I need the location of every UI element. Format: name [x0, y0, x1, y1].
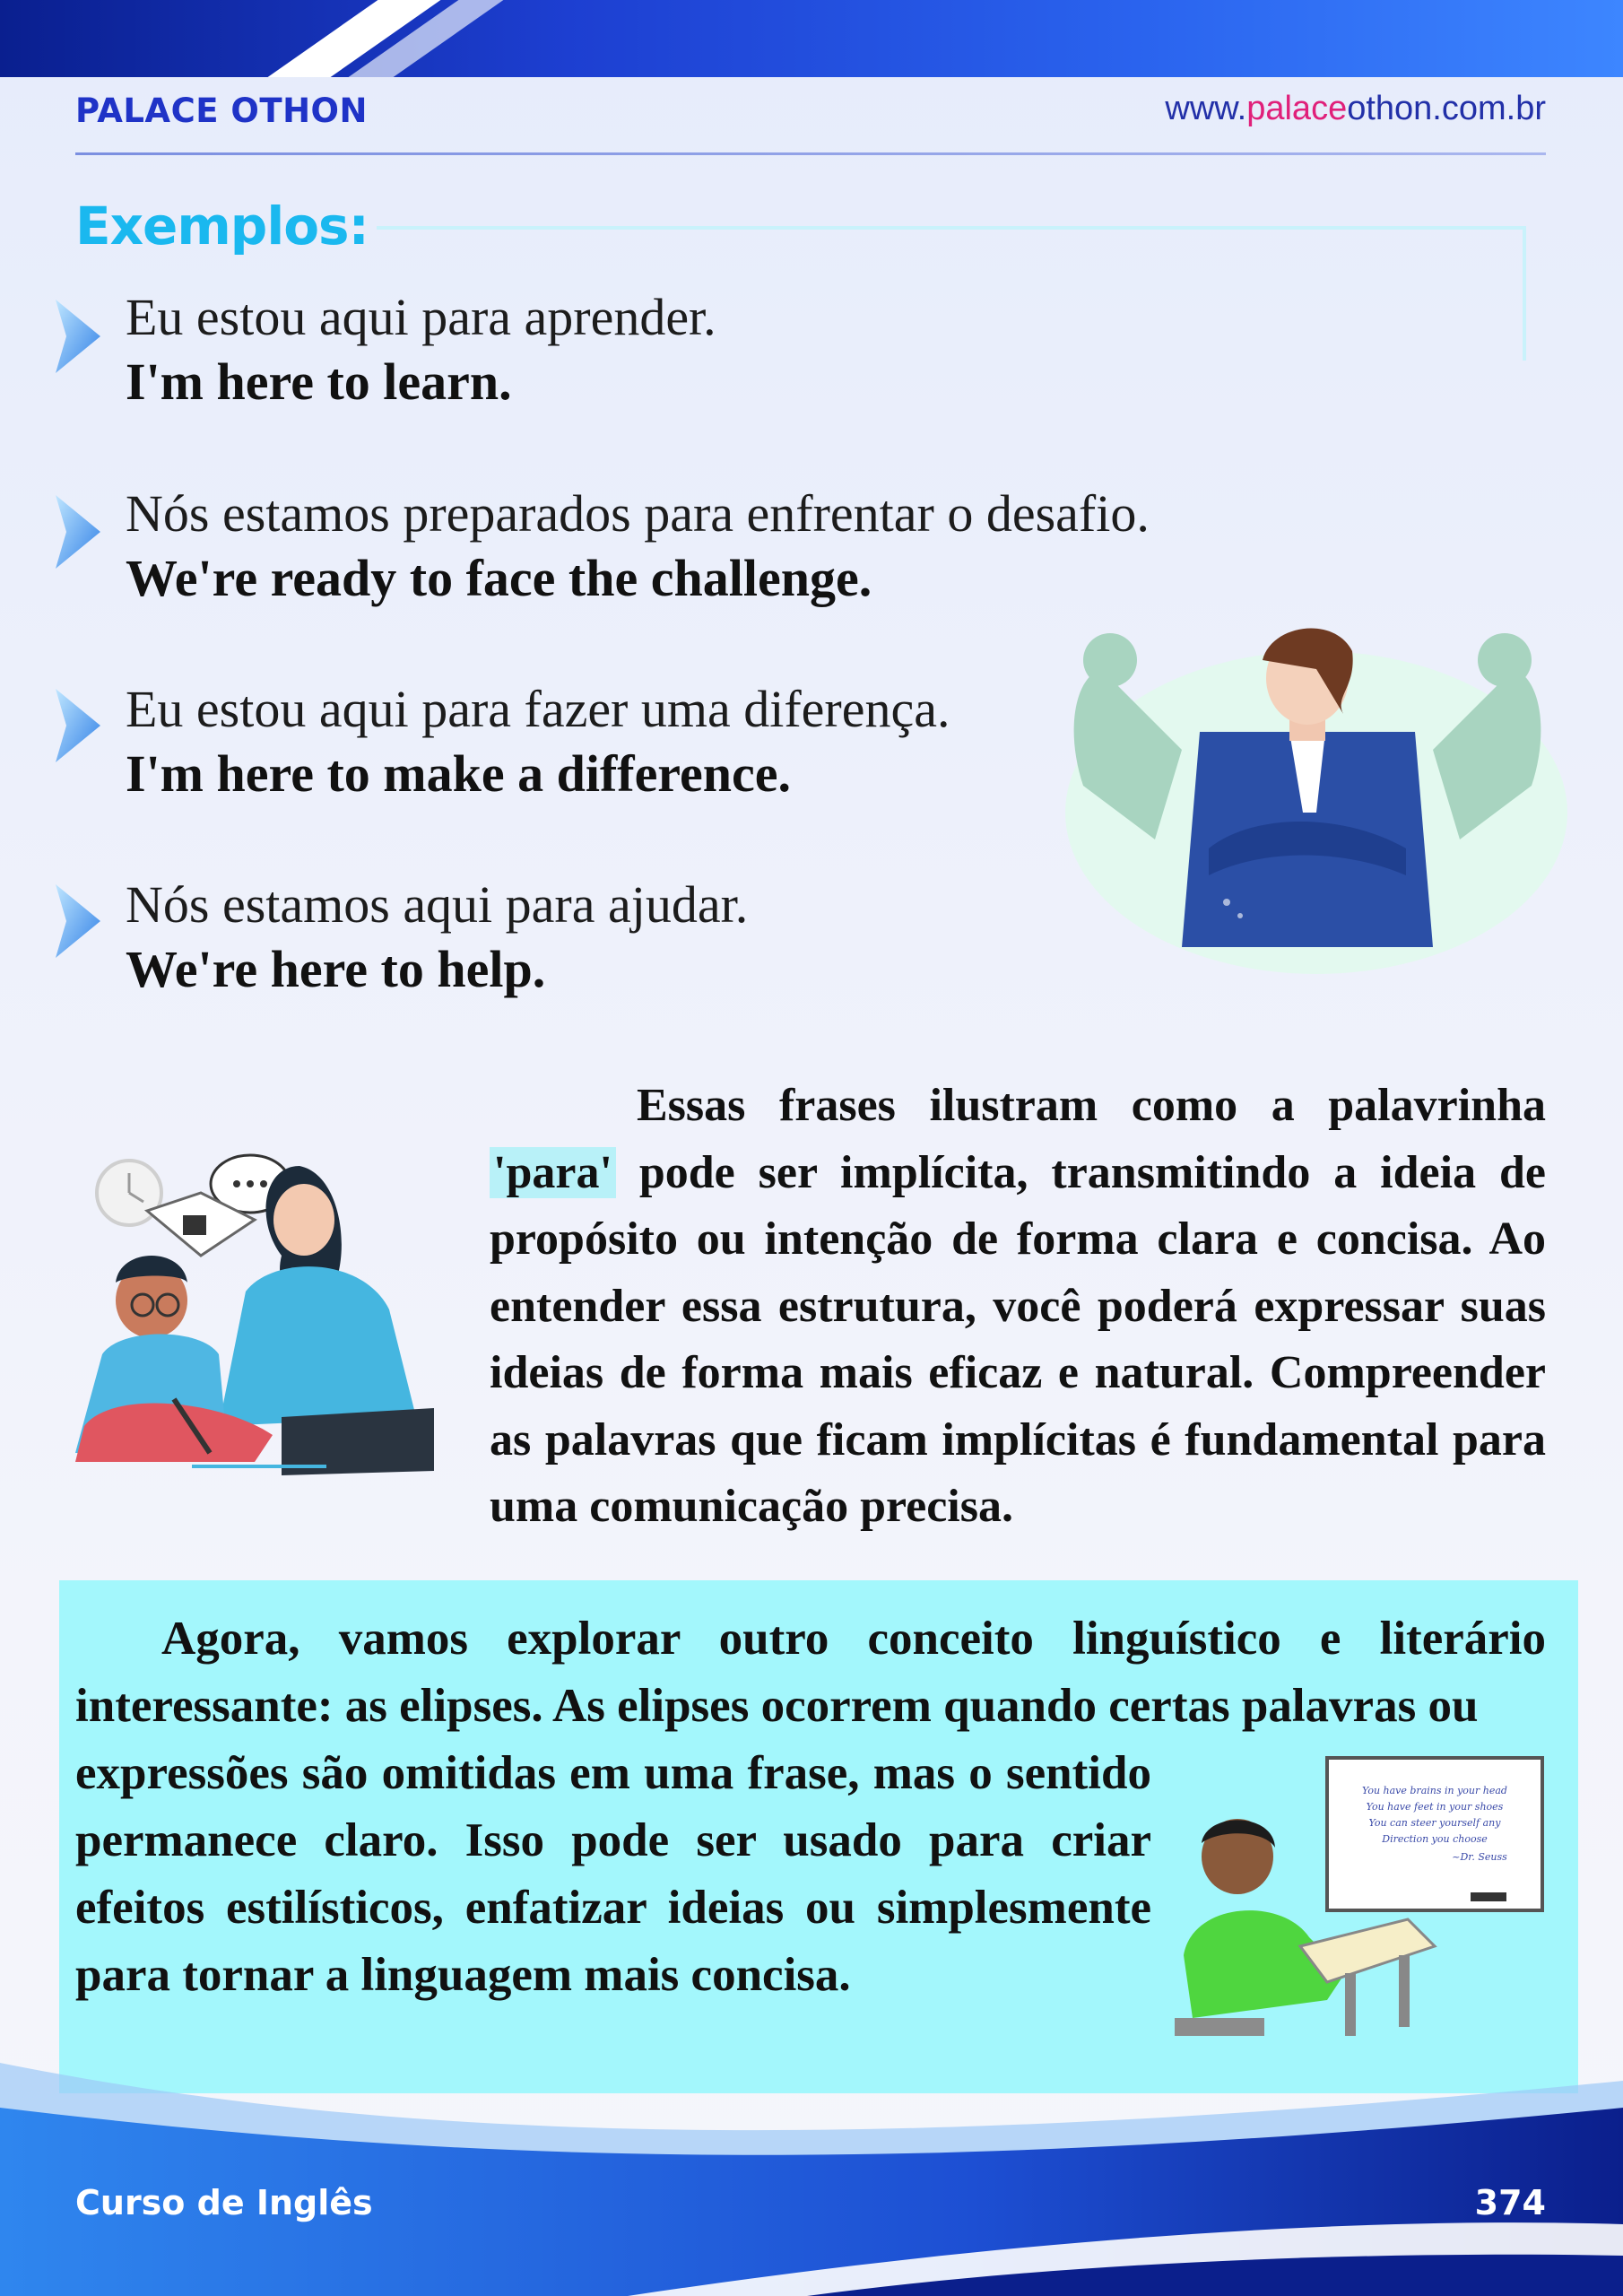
top-banner [0, 0, 1623, 77]
elipses-paragraph-bottom: expressões são omitidas em uma frase, mas o sentido permanece claro. Isso pode ser usado para criar efeitos estilísticos, enfatizar ideias ou simplesmente para tornar a linguagem mais concisa. [75, 1747, 1151, 2001]
board-line: You can steer yourself any [1368, 1817, 1501, 1829]
website-link[interactable] [1165, 90, 1546, 128]
paragraph-lead: Essas frases ilustram como a palavrinha [637, 1080, 1546, 1131]
example-pt: Nós estamos preparados para enfrentar o desafio. [126, 484, 1150, 543]
example-item [126, 873, 748, 1002]
teacher-student-illustration [75, 1130, 443, 1489]
website-pre: www. [1165, 90, 1247, 127]
example-pt: Eu estou aqui para aprender. [126, 288, 716, 346]
example-item [126, 285, 716, 414]
elipses-paragraph-top: Agora, vamos explorar outro conceito linguístico e literário interessante: as elipses. As elipses ocorrem quando certas palavras ou [75, 1613, 1546, 1732]
board-line: You have brains in your head [1362, 1785, 1507, 1796]
brand-name: PALACE OTHON [75, 91, 368, 130]
confident-woman-illustration [1047, 606, 1571, 974]
section-title: Exemplos: [75, 196, 369, 257]
board-line: Direction you choose [1382, 1833, 1488, 1845]
example-pt: Eu estou aqui para fazer uma diferença. [126, 680, 950, 738]
website-accent: palace [1246, 90, 1348, 127]
course-name: Curso de Inglês [75, 2183, 373, 2222]
footer-waves [0, 2027, 1623, 2296]
arrow-bullet-icon [50, 491, 104, 572]
explanation-paragraph [490, 1073, 1546, 1541]
arrow-bullet-icon [50, 296, 104, 377]
arrow-bullet-icon [50, 881, 104, 961]
example-item [126, 677, 950, 806]
example-en: We're ready to face the challenge. [126, 549, 872, 607]
example-pt: Nós estamos aqui para ajudar. [126, 875, 749, 934]
page-number: 374 [1474, 2183, 1546, 2222]
example-en: We're here to help. [126, 940, 546, 998]
example-en: I'm here to make a difference. [126, 744, 791, 803]
highlighted-word: 'para' [490, 1147, 616, 1198]
website-post: othon.com.br [1347, 90, 1546, 127]
example-en: I'm here to learn. [126, 352, 512, 411]
header-divider [75, 152, 1546, 155]
student-desk-illustration [1166, 1749, 1551, 2045]
example-item [126, 482, 1150, 611]
board-line: You have feet in your shoes [1366, 1801, 1504, 1813]
board-line: ~Dr. Seuss [1452, 1851, 1507, 1863]
arrow-bullet-icon [50, 685, 104, 766]
paragraph-rest: pode ser implícita, transmitindo a ideia de propósito ou intenção de forma clara e concisa. Ao entender essa estrutura, você poderá expressar suas ideias de forma mais eficaz e natural. Compreender as palavras que ficam implícitas é fundamental para uma comunicação precisa. [490, 1146, 1546, 1532]
